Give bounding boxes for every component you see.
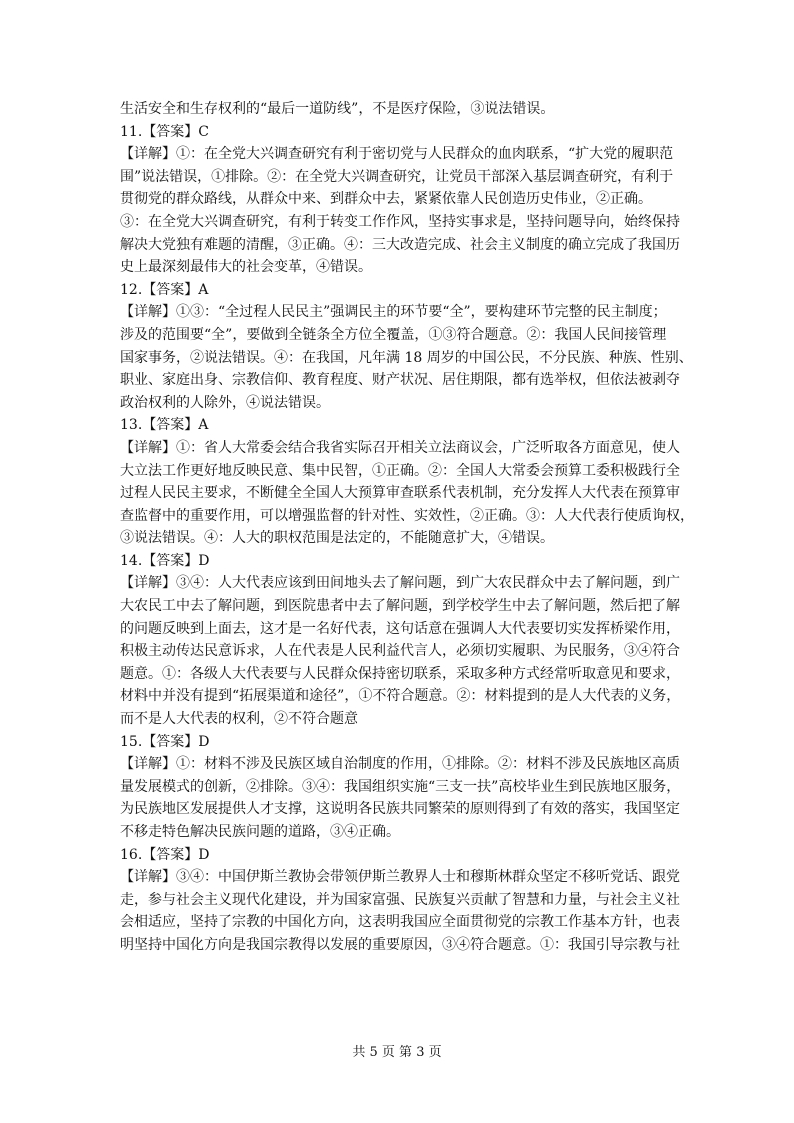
text-line: 而不是人大代表的权利，②不符合题意: [120, 711, 358, 728]
text-line: 的问题反映到上面去，这才是一名好代表，这句话意在强调人大代表要切实发挥桥梁作用，: [120, 620, 680, 637]
text-line: 【详解】③④：中国伊斯兰教协会带领伊斯兰教界人士和穆斯林群众坚定不移听党话、跟党: [120, 869, 680, 886]
text-line: ③说法错误。④：人大的职权范围是法定的，不能随意扩大，④错误。: [120, 530, 554, 547]
text-line: 为民族地区发展提供人才支撑，这说明各民族共同繁荣的原则得到了有效的落实，我国坚定: [120, 801, 680, 818]
text-line: 积极主动传达民意诉求，人在代表是人民利益代言人，必须切实履职、为民服务，③④符合: [120, 643, 680, 660]
text-line: 政治权利的人除外，④说法错误。: [120, 394, 330, 411]
text-line: 职业、家庭出身、宗教信仰、教育程度、财产状况、居住期限，都有选举权，但依法被剥夺: [120, 372, 680, 389]
text-line: 11.【答案】C: [120, 123, 209, 140]
text-line: 走，参与社会主义现代化建设，并为国家富强、民族复兴贡献了智慧和力量，与社会主义社: [120, 891, 680, 908]
text-line: 过程人民民主要求，不断健全全国人大预算审查联系代表机制，充分发挥人大代表在预算审: [120, 485, 680, 502]
text-line: 史上最深刻最伟大的社会变革，④错误。: [120, 259, 372, 276]
text-line: 会相适应，坚持了宗教的中国化方向，这表明我国应全面贯彻党的宗教工作基本方针，也表: [120, 914, 680, 931]
text-line: 16.【答案】D: [120, 846, 210, 863]
text-line: 【详解】①：在全党大兴调查研究有利于密切党与人民群众的血肉联系，“扩大党的履职范: [120, 146, 674, 163]
text-line: 15.【答案】D: [120, 733, 210, 750]
text-line: 涉及的范围要“全”，要做到全链条全方位全覆盖，①③符合题意。②：我国人民间接管理: [120, 326, 667, 343]
text-line: 生活安全和生存权利的“最后一道防线”，不是医疗保险，③说法错误。: [120, 101, 555, 117]
text-line: 14.【答案】D: [120, 552, 210, 569]
text-line: 围”说法错误，①排除。②：在全党大兴调查研究，让党员干部深入基层调查研究，有利于: [120, 168, 674, 185]
text-line: 查监督中的重要作用，可以增强监督的针对性、实效性，②正确。③：人大代表行使质询权，: [120, 507, 694, 524]
text-line: 不移走特色解决民族问题的道路，③④正确。: [120, 824, 400, 840]
text-line: 题意。①：各级人大代表要与人民群众保持密切联系，采取多种方式经常听取意见和要求，: [120, 665, 680, 682]
page-body: [120, 98, 694, 957]
text-line: ③：在全党大兴调查研究，有利于转变工作作风，坚持实事求是，坚持问题导向，始终保持: [120, 213, 680, 230]
page-footer: 共 5 页 第 3 页: [352, 1045, 442, 1060]
text-line: 材料中并没有提到“拓展渠道和途径”，①不符合题意。②：材料提到的是人大代表的义务，: [120, 688, 681, 705]
text-line: 12.【答案】A: [120, 281, 209, 298]
text-line: 贯彻党的群众路线，从群众中来、到群众中去，紧紧依靠人民创造历史伟业，②正确。: [120, 191, 652, 208]
text-line: 大立法工作更好地反映民意、集中民智，①正确。②：全国人大常委会预算工委积极践行全: [120, 462, 680, 479]
text-line: 13.【答案】A: [120, 417, 209, 434]
text-line: 【详解】③④：人大代表应该到田间地头去了解问题，到广大农民群众中去了解问题，到广: [120, 575, 680, 592]
text-line: 解决大党独有难题的清醒，③正确。④：三大改造完成、社会主义制度的确立完成了我国历: [120, 236, 680, 253]
text-line: 【详解】①：省人大常委会结合我省实际召开相关立法商议会，广泛听取各方面意见，使人: [120, 439, 680, 456]
text-line: 明坚持中国化方向是我国宗教得以发展的重要原因，③④符合题意。①：我国引导宗教与社: [120, 936, 680, 953]
text-line: 量发展模式的创新，②排除。③④：我国组织实施“三支一扶”高校毕业生到民族地区服务，: [120, 778, 681, 795]
text-line: 【详解】①③：“全过程人民民主”强调民主的环节要“全”，要构建环节完整的民主制度；: [120, 304, 667, 321]
text-line: 【详解】①：材料不涉及民族区域自治制度的作用，①排除。②：材料不涉及民族地区高质: [120, 756, 680, 773]
text-line: 国家事务，②说法错误。④：在我国，凡年满 18 周岁的中国公民，不分民族、种族、性别、: [120, 349, 693, 366]
text-line: 大农民工中去了解问题，到医院患者中去了解问题，到学校学生中去了解问题，然后把了解: [120, 598, 680, 615]
